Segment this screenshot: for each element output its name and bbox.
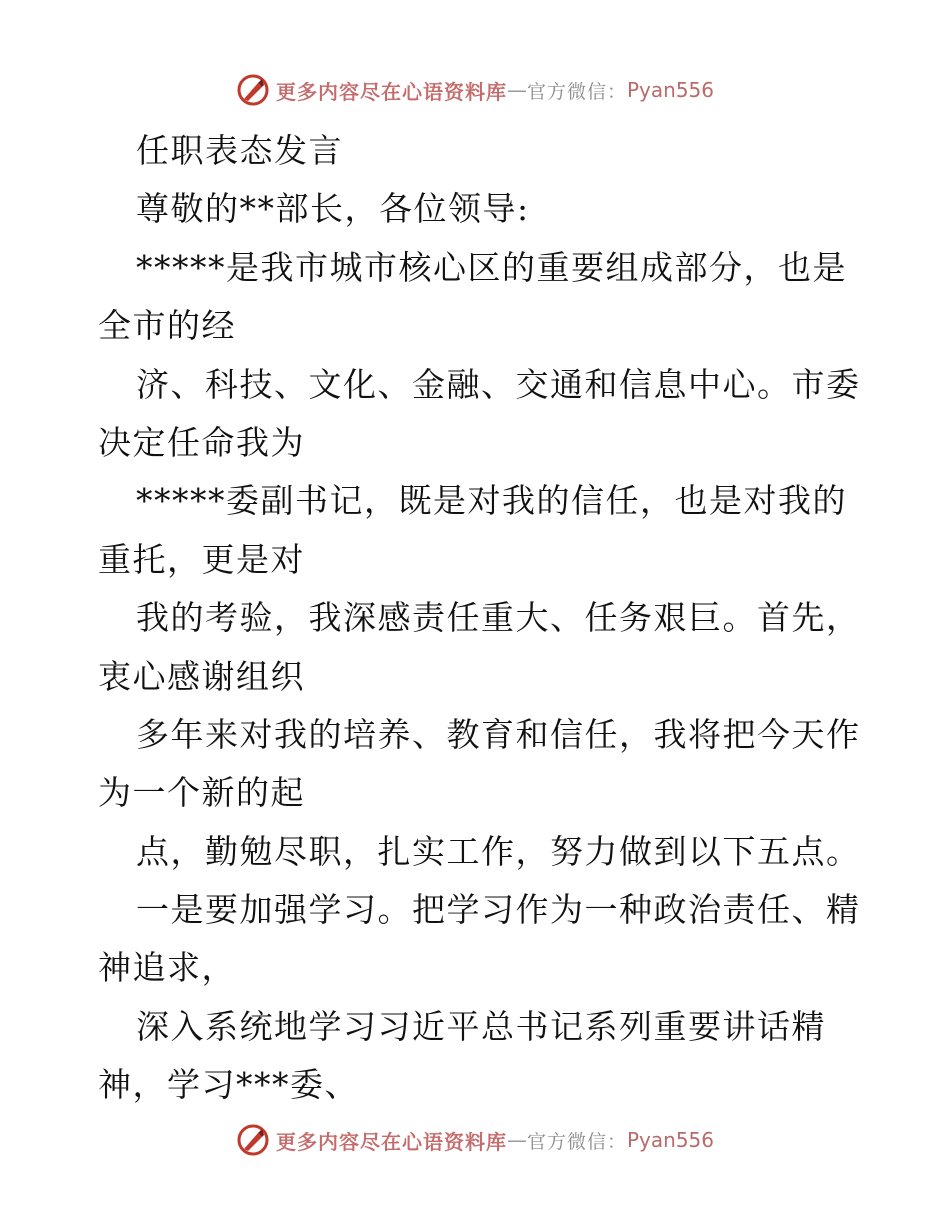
- document-line: 决定任命我为: [98, 422, 305, 462]
- document-line: 一是要加强学习。把学习作为一种政治责任、精: [136, 890, 861, 930]
- document-body: [98, 122, 861, 1115]
- watermark-label: 官方微信：: [526, 80, 627, 103]
- document-line: 多年来对我的培养、教育和信任，我将把今天作: [136, 714, 861, 754]
- footer-watermark: [0, 1120, 950, 1160]
- document-line: 深入系统地学习习近平总书记系列重要讲话精: [136, 1006, 826, 1046]
- document-line: 衷心感谢组织: [98, 656, 305, 696]
- watermark-dash: —: [506, 78, 527, 102]
- document-line: *****委副书记，既是对我的信任，也是对我的: [136, 481, 847, 521]
- watermark-wechat-id: Pyan556: [627, 78, 715, 102]
- watermark-label: 官方微信：: [526, 1130, 627, 1153]
- document-line: 神，学习***委、: [98, 1065, 359, 1105]
- document-line: 我的考验，我深感责任重大、任务艰巨。首先，: [136, 598, 861, 638]
- document-line: 济、科技、文化、金融、交通和信息中心。市委: [136, 364, 861, 404]
- document-line: 点，勤勉尽职，扎实工作，努力做到以下五点。: [136, 831, 861, 871]
- document-line: 任职表态发言: [136, 131, 343, 170]
- document-line: 全市的经: [98, 306, 236, 346]
- watermark-brand-text: 更多内容尽在心语资料库: [275, 79, 507, 104]
- document-line: 重托，更是对: [98, 539, 305, 579]
- document-line: *****是我市城市核心区的重要组成部分，也是: [136, 247, 847, 287]
- pen-logo-icon: [236, 1123, 270, 1157]
- watermark-dash: —: [506, 1128, 527, 1152]
- document-line: 尊敬的**部长，各位领导:: [136, 189, 530, 229]
- document-line: 神追求，: [98, 948, 236, 988]
- pen-logo-icon: [236, 73, 270, 107]
- header-watermark: [0, 70, 950, 110]
- watermark-brand-text: 更多内容尽在心语资料库: [275, 1129, 507, 1154]
- document-line: 为一个新的起: [98, 773, 305, 813]
- watermark-wechat-id: Pyan556: [627, 1128, 715, 1152]
